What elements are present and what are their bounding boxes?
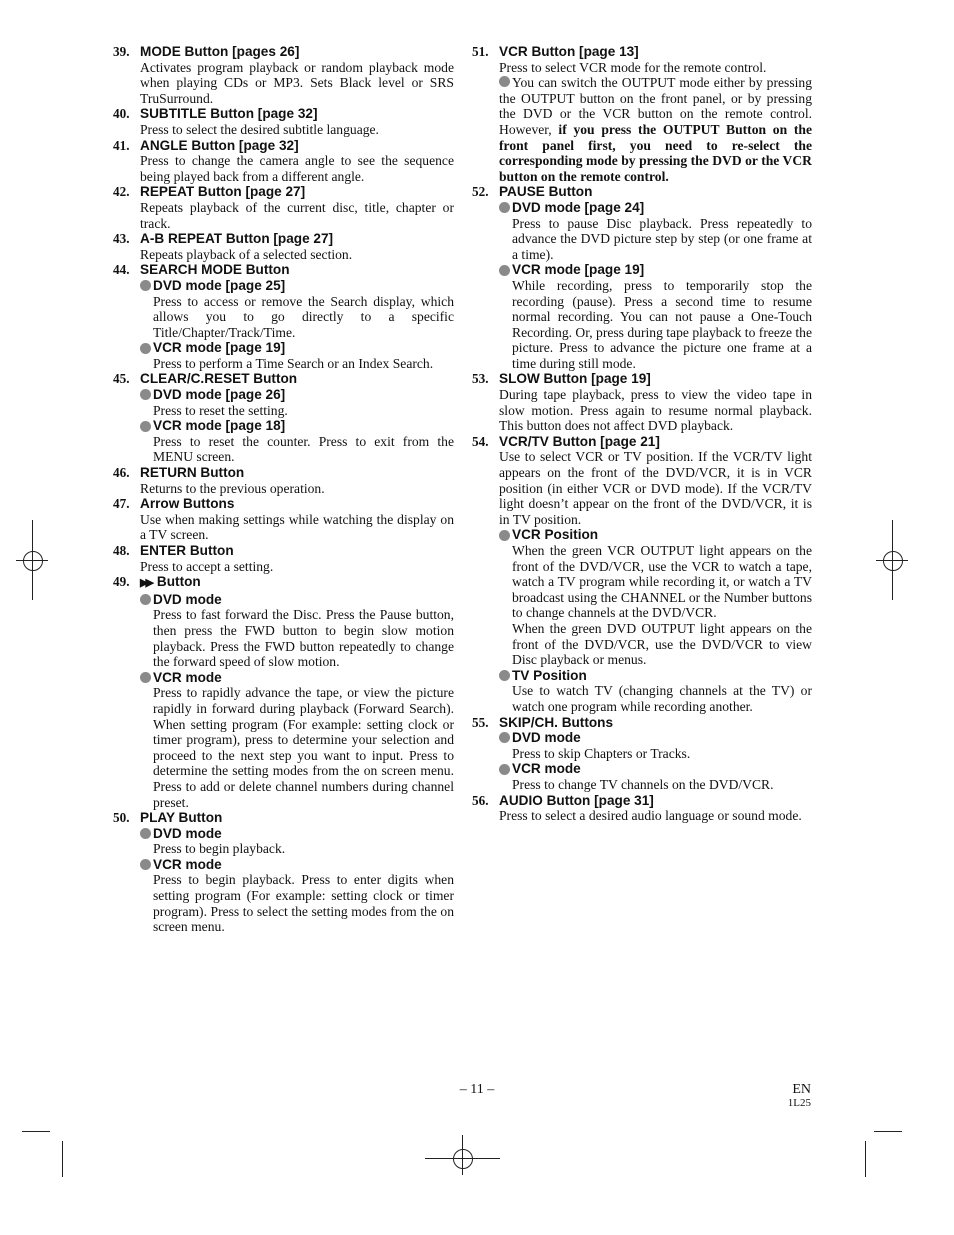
entry-title bbox=[140, 371, 297, 387]
entry-text: During tape playback, press to view the video tape in slow motion. Press again to resume normal playback. This button does not affect DVD playback. bbox=[499, 387, 812, 434]
entry-title-text: VCR/TV Button [page 21] bbox=[499, 433, 660, 449]
sub-heading bbox=[499, 668, 812, 684]
entry-body bbox=[113, 122, 454, 138]
sub-heading-label: DVD mode bbox=[153, 591, 222, 607]
entry-title bbox=[140, 574, 201, 592]
bullet-icon bbox=[499, 764, 510, 775]
bullet-icon bbox=[499, 202, 510, 213]
entry-body bbox=[472, 449, 812, 714]
sub-heading-label: DVD mode [page 25] bbox=[153, 277, 286, 293]
language-code: EN bbox=[792, 1082, 811, 1097]
bullet-icon bbox=[140, 859, 151, 870]
bullet-icon bbox=[499, 732, 510, 743]
right-column bbox=[472, 44, 812, 824]
bullet-icon bbox=[140, 828, 151, 839]
entry-text: Returns to the previous operation. bbox=[140, 480, 325, 496]
sub-body bbox=[140, 403, 454, 419]
sub-heading-label: TV Position bbox=[512, 667, 587, 683]
entry-number: 46. bbox=[113, 465, 130, 481]
entry-title-text: Arrow Buttons bbox=[140, 496, 235, 512]
entry-number: 43. bbox=[113, 231, 130, 247]
entry bbox=[113, 543, 454, 574]
entry-title-text: SLOW Button [page 19] bbox=[499, 371, 651, 387]
entry-heading bbox=[113, 496, 454, 512]
entry-heading bbox=[472, 793, 812, 809]
sub-text: Press to fast forward the Disc. Press the Pause button, then press the FWD button to begin slow motion playback. Press the FWD button repeatedly to change the forward speed of slow motion. bbox=[153, 607, 454, 670]
entry-title bbox=[499, 371, 651, 387]
entry-body bbox=[113, 559, 454, 575]
entry-body bbox=[113, 200, 454, 231]
entry-title bbox=[140, 810, 222, 826]
entry-title-text: SKIP/CH. Buttons bbox=[499, 714, 614, 730]
entry-title bbox=[140, 184, 305, 200]
sub-heading bbox=[140, 340, 454, 356]
sub-heading bbox=[499, 761, 812, 777]
entry-text: Press to accept a setting. bbox=[140, 558, 274, 574]
sub-heading bbox=[140, 857, 454, 873]
sub-heading-label: DVD mode bbox=[512, 730, 581, 746]
entry-body bbox=[472, 200, 812, 372]
entry-title bbox=[140, 496, 234, 512]
note-text: You can switch the OUTPUT mode either by pressing the OUTPUT button on the front panel, or by pressing the DVD or the VCR button on the remote control. However, bbox=[499, 75, 812, 137]
entry-number: 45. bbox=[113, 371, 130, 387]
fast-forward-icon: ▶▶ bbox=[140, 577, 151, 590]
entry bbox=[472, 184, 812, 371]
sub-text: Press to perform a Time Search or an Index Search. bbox=[153, 355, 434, 371]
entry-text: Use when making settings while watching the display on a TV screen. bbox=[140, 511, 454, 543]
entry-title-text: AUDIO Button [page 31] bbox=[499, 792, 654, 808]
bullet-icon bbox=[140, 389, 151, 400]
entry-body bbox=[113, 60, 454, 107]
entry-title-text: CLEAR/C.RESET Button bbox=[140, 371, 298, 387]
bullet-icon bbox=[140, 343, 151, 354]
entry-title bbox=[140, 138, 299, 154]
entry-title-text: A-B REPEAT Button [page 27] bbox=[140, 231, 334, 247]
entry-heading bbox=[113, 44, 454, 60]
entry-text: Repeats playback of a selected section. bbox=[140, 246, 353, 262]
entry-heading bbox=[472, 44, 812, 60]
entry-text: Press to select VCR mode for the remote control. bbox=[499, 59, 767, 75]
sub-body bbox=[140, 434, 454, 465]
entry-body bbox=[113, 592, 454, 810]
entry-note bbox=[499, 75, 812, 184]
bullet-icon bbox=[140, 280, 151, 291]
entry-number: 44. bbox=[113, 262, 130, 278]
entry bbox=[113, 231, 454, 262]
entry-heading bbox=[113, 810, 454, 826]
sub-text: Press to rapidly advance the tape, or view the picture rapidly in forward during playback (Forward Search). When setting program (For example: setting clock or timer program), press to determine your selection and proceed to the next step you want to input. Press to determine the setting modes from the on screen menu. Press to add or delete channel numbers during channel preset. bbox=[153, 685, 454, 810]
sub-text: Press to access or remove the Search display, which allows you to go directly to a specific Title/Chapter/Track/Time. bbox=[153, 293, 454, 340]
entry-text: Press to change the camera angle to see the sequence being played back from a different angle. bbox=[140, 153, 454, 184]
sub-heading bbox=[499, 730, 812, 746]
entry-heading bbox=[113, 231, 454, 247]
entry-text: Use to select VCR or TV position. If the VCR/TV light appears on the front of the DVD/VCR, it is in VCR position (in either VCR or DVD mode). If the VCR/TV light doesn’t appear on the front of the DVD/VCR, it is in TV position. bbox=[499, 449, 812, 527]
sub-text: Use to watch TV (changing channels at the TV) or watch one program while recording another. bbox=[512, 683, 812, 714]
sub-heading bbox=[499, 262, 812, 278]
sub-heading bbox=[140, 418, 454, 434]
entry-number: 53. bbox=[472, 371, 489, 387]
entry-body bbox=[113, 153, 454, 184]
entry-title bbox=[140, 465, 244, 481]
entry-title-text: VCR Button [page 13] bbox=[499, 44, 639, 59]
sub-heading-label: DVD mode [page 26] bbox=[153, 387, 286, 403]
page-number: – 11 – bbox=[459, 1082, 495, 1097]
entry-title-text: PLAY Button bbox=[140, 810, 223, 826]
sub-heading-label: DVD mode bbox=[153, 825, 222, 841]
entry-body bbox=[113, 481, 454, 497]
entry-text: Repeats playback of the current disc, title, chapter or track. bbox=[140, 199, 454, 231]
entry-number: 50. bbox=[113, 810, 130, 826]
sub-heading bbox=[140, 670, 454, 686]
entry-title bbox=[499, 184, 592, 200]
entry-heading bbox=[472, 715, 812, 731]
entry bbox=[113, 574, 454, 810]
sub-text: While recording, press to temporarily stop the recording (pause). Press a second time to resume normal recording. You can not pause a One-Touch Recording. Or, press during tape playback to freeze the picture. Press to advance the picture one frame at a time during still mode. bbox=[512, 277, 812, 371]
sub-body bbox=[499, 278, 812, 372]
sub-body bbox=[499, 777, 812, 793]
sub-heading-label: VCR mode [page 18] bbox=[153, 418, 286, 434]
entry bbox=[472, 434, 812, 715]
entry-number: 51. bbox=[472, 44, 489, 59]
entry-title-text: PAUSE Button bbox=[499, 184, 593, 200]
entry bbox=[113, 184, 454, 231]
entry-number: 47. bbox=[113, 496, 130, 512]
entry bbox=[113, 106, 454, 137]
entry bbox=[472, 371, 812, 433]
entry-number: 41. bbox=[113, 137, 130, 153]
sub-body bbox=[499, 543, 812, 668]
sub-heading bbox=[140, 826, 454, 842]
sub-heading bbox=[499, 200, 812, 216]
entry bbox=[113, 138, 454, 185]
entry-heading bbox=[472, 371, 812, 387]
sub-text: Press to change TV channels on the DVD/VCR. bbox=[512, 776, 774, 792]
entry-heading bbox=[113, 574, 454, 592]
note-bold-text: if you press the OUTPUT Button on the front panel first, you need to re-select the corresponding mode by pressing the DVD or the VCR button on the remote control. bbox=[499, 121, 813, 184]
sub-body bbox=[499, 683, 812, 714]
entry-title-text: MODE Button [pages 26] bbox=[140, 44, 300, 59]
entry-body bbox=[472, 730, 812, 792]
sub-heading-label: DVD mode [page 24] bbox=[512, 199, 645, 215]
entry-title-text: SUBTITLE Button [page 32] bbox=[140, 106, 318, 122]
sub-text: Press to reset the setting. bbox=[153, 402, 288, 418]
sub-body bbox=[140, 685, 454, 810]
entry-number: 52. bbox=[472, 184, 489, 200]
entry-number: 48. bbox=[113, 543, 130, 558]
left-column bbox=[113, 44, 454, 935]
sub-heading bbox=[140, 387, 454, 403]
entry-text: Press to select a desired audio language or sound mode. bbox=[499, 808, 802, 824]
entry bbox=[113, 465, 454, 496]
bullet-icon bbox=[140, 672, 151, 683]
entry-body bbox=[113, 512, 454, 543]
entry-heading bbox=[472, 434, 812, 450]
sub-body bbox=[140, 356, 454, 372]
entry-body bbox=[472, 808, 812, 824]
entry-number: 54. bbox=[472, 433, 489, 449]
bullet-icon bbox=[499, 76, 510, 87]
entry bbox=[113, 371, 454, 465]
sub-text: Press to pause Disc playback. Press repeatedly to advance the DVD picture step by step (or one frame at a time). bbox=[512, 215, 812, 262]
sub-text: When the green DVD OUTPUT light appears on the front of the DVD/VCR, use the DVD/VCR to view Disc playback or menus. bbox=[512, 620, 812, 668]
entry-heading bbox=[113, 543, 454, 559]
sub-heading bbox=[140, 592, 454, 608]
entry-number: 56. bbox=[472, 792, 489, 808]
entry-heading bbox=[113, 138, 454, 154]
entry-title-text: SEARCH MODE Button bbox=[140, 262, 290, 278]
sub-heading-label: VCR mode [page 19] bbox=[153, 340, 286, 356]
entry-body bbox=[472, 387, 812, 434]
entry-number: 39. bbox=[113, 44, 130, 59]
entry-number: 55. bbox=[472, 714, 489, 730]
entry-title bbox=[140, 262, 290, 278]
entry bbox=[472, 793, 812, 824]
sub-heading-label: VCR mode bbox=[153, 669, 222, 685]
entry-body bbox=[113, 826, 454, 935]
entry bbox=[113, 44, 454, 106]
entry bbox=[113, 496, 454, 543]
bullet-icon bbox=[140, 594, 151, 605]
sub-heading-label: VCR mode bbox=[153, 856, 222, 872]
sub-text: When the green VCR OUTPUT light appears on the front of the DVD/VCR, use the VCR to watch a tape, watch a TV program while recording it, or watch a TV broadcast using the CHANNEL or the Number buttons to change channels at the DVD/VCR. bbox=[512, 543, 812, 621]
entry-heading bbox=[113, 465, 454, 481]
entry-title bbox=[499, 44, 639, 60]
sub-text: Press to skip Chapters or Tracks. bbox=[512, 745, 691, 761]
bullet-icon bbox=[499, 670, 510, 681]
entry-title-text: Button bbox=[156, 574, 201, 590]
sub-text: Press to reset the counter. Press to exit from the MENU screen. bbox=[153, 433, 454, 465]
sub-body bbox=[140, 872, 454, 934]
document-code: 1L25 bbox=[787, 1097, 811, 1109]
entry-text: Activates program playback or random playback mode when playing CDs or MP3. Sets Black level or SRS TruSurround. bbox=[140, 59, 454, 106]
entry-number: 42. bbox=[113, 184, 130, 200]
entry-number: 40. bbox=[113, 106, 130, 122]
sub-body bbox=[499, 216, 812, 263]
entry-heading bbox=[113, 106, 454, 122]
entry-heading bbox=[113, 371, 454, 387]
entry bbox=[472, 44, 812, 184]
entry-title-text: ENTER Button bbox=[140, 543, 234, 558]
entry-title bbox=[499, 715, 613, 731]
entry-heading bbox=[113, 184, 454, 200]
entry-body bbox=[113, 247, 454, 263]
entry-title bbox=[499, 793, 654, 809]
sub-body bbox=[140, 294, 454, 341]
sub-body bbox=[499, 746, 812, 762]
entry-title bbox=[140, 44, 299, 60]
entry-title bbox=[140, 543, 234, 559]
entry-title-text: RETURN Button bbox=[140, 465, 245, 481]
entry-body bbox=[472, 60, 812, 185]
entry-title bbox=[140, 231, 333, 247]
entry-heading bbox=[472, 184, 812, 200]
sub-text: Press to begin playback. Press to enter digits when setting program (For example: setting clock or timer program). Press to select the setting modes from the on screen menu. bbox=[153, 872, 454, 935]
sub-heading-label: VCR Position bbox=[512, 527, 599, 543]
entry-text: Press to select the desired subtitle language. bbox=[140, 121, 379, 137]
sub-body bbox=[140, 841, 454, 857]
sub-body bbox=[140, 607, 454, 669]
sub-text: Press to begin playback. bbox=[153, 841, 286, 857]
entry bbox=[113, 810, 454, 935]
entry-title-text: ANGLE Button [page 32] bbox=[140, 137, 299, 153]
bullet-icon bbox=[140, 421, 151, 432]
entry-title bbox=[499, 434, 660, 450]
entry bbox=[472, 715, 812, 793]
entry-body bbox=[113, 387, 454, 465]
entry bbox=[113, 262, 454, 371]
bullet-icon bbox=[499, 530, 510, 541]
sub-heading-label: VCR mode [page 19] bbox=[512, 262, 645, 278]
entry-title-text: REPEAT Button [page 27] bbox=[140, 184, 306, 200]
entry-heading bbox=[113, 262, 454, 278]
sub-heading bbox=[140, 278, 454, 294]
bullet-icon bbox=[499, 265, 510, 276]
sub-heading bbox=[499, 527, 812, 543]
sub-heading-label: VCR mode bbox=[512, 761, 581, 777]
entry-body bbox=[113, 278, 454, 372]
entry-title bbox=[140, 106, 317, 122]
entry-number: 49. bbox=[113, 574, 130, 590]
